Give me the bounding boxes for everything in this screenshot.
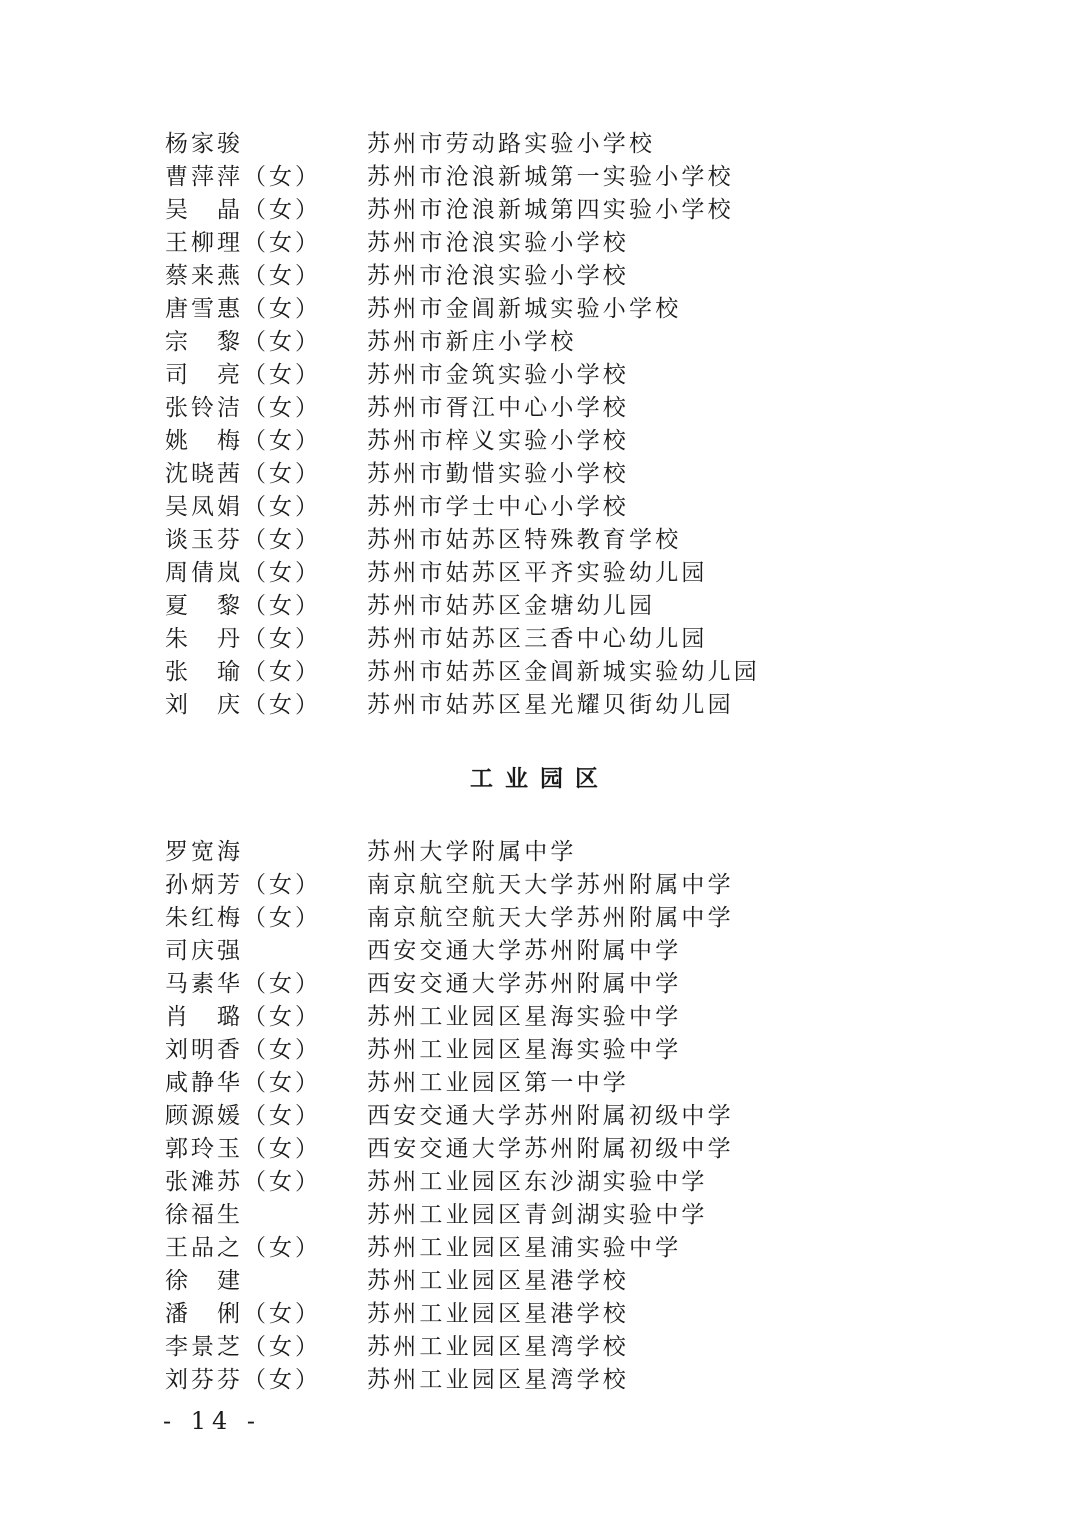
list-row: [165, 1166, 925, 1199]
person-name: 朱红梅（女）: [165, 905, 321, 931]
person-name: 徐 建: [165, 1268, 243, 1294]
person-name: 吴 晶（女）: [165, 197, 321, 223]
school-name: 苏州市姑苏区三香中心幼儿园: [367, 626, 708, 652]
list-row: [165, 1001, 925, 1034]
school-name: 苏州市沧浪新城第一实验小学校: [367, 164, 734, 190]
list-row: [165, 656, 925, 689]
list-row: [165, 128, 925, 161]
list-row: [165, 836, 925, 869]
list-row: [165, 1364, 925, 1397]
school-name: 苏州市劳动路实验小学校: [367, 131, 656, 157]
list-row: [165, 935, 925, 968]
list-row: [165, 359, 925, 392]
person-name: 司 亮（女）: [165, 362, 321, 388]
person-name: 潘 俐（女）: [165, 1301, 321, 1327]
school-name: 苏州市新庄小学校: [367, 329, 577, 355]
school-name: 苏州市沧浪新城第四实验小学校: [367, 197, 734, 223]
list-row: [165, 161, 925, 194]
list-row: [165, 590, 925, 623]
person-name: 顾源媛（女）: [165, 1103, 321, 1129]
person-name: 沈晓茜（女）: [165, 461, 321, 487]
list-row: [165, 1199, 925, 1232]
person-name: 朱 丹（女）: [165, 626, 321, 652]
school-name: 苏州工业园区星湾学校: [367, 1334, 629, 1360]
list-row: [165, 869, 925, 902]
school-name: 西安交通大学苏州附属初级中学: [367, 1103, 734, 1129]
person-name: 王柳理（女）: [165, 230, 321, 256]
list-row: [165, 968, 925, 1001]
school-name: 苏州工业园区星港学校: [367, 1301, 629, 1327]
list-row: [165, 1100, 925, 1133]
award-list-section-2: [165, 836, 925, 1397]
person-name: 张 瑜（女）: [165, 659, 321, 685]
school-name: 苏州工业园区星海实验中学: [367, 1037, 682, 1063]
list-row: [165, 1232, 925, 1265]
person-name: 曹萍萍（女）: [165, 164, 321, 190]
person-name: 周倩岚（女）: [165, 560, 321, 586]
list-row: [165, 293, 925, 326]
person-name: 张铃洁（女）: [165, 395, 321, 421]
school-name: 苏州市姑苏区特殊教育学校: [367, 527, 682, 553]
list-row: [165, 902, 925, 935]
list-row: [165, 1298, 925, 1331]
school-name: 苏州市胥江中心小学校: [367, 395, 629, 421]
list-row: [165, 1331, 925, 1364]
list-row: [165, 458, 925, 491]
list-row: [165, 524, 925, 557]
school-name: 苏州市金阊新城实验小学校: [367, 296, 682, 322]
person-name: 唐雪惠（女）: [165, 296, 321, 322]
school-name: 苏州市沧浪实验小学校: [367, 263, 629, 289]
list-row: [165, 1067, 925, 1100]
person-name: 刘 庆（女）: [165, 692, 321, 718]
school-name: 南京航空航天大学苏州附属中学: [367, 905, 734, 931]
person-name: 咸静华（女）: [165, 1070, 321, 1096]
person-name: 张滩苏（女）: [165, 1169, 321, 1195]
person-name: 肖 璐（女）: [165, 1004, 321, 1030]
person-name: 马素华（女）: [165, 971, 321, 997]
award-list-section-1: [165, 128, 925, 722]
list-row: [165, 491, 925, 524]
school-name: 苏州工业园区星浦实验中学: [367, 1235, 682, 1261]
school-name: 苏州市姑苏区平齐实验幼儿园: [367, 560, 708, 586]
list-row: [165, 227, 925, 260]
list-row: [165, 1133, 925, 1166]
school-name: 苏州工业园区第一中学: [367, 1070, 629, 1096]
section-heading: 工业园区: [470, 766, 610, 792]
person-name: 刘明香（女）: [165, 1037, 321, 1063]
school-name: 西安交通大学苏州附属中学: [367, 971, 682, 997]
school-name: 西安交通大学苏州附属初级中学: [367, 1136, 734, 1162]
school-name: 苏州工业园区星港学校: [367, 1268, 629, 1294]
list-row: [165, 1265, 925, 1298]
person-name: 蔡来燕（女）: [165, 263, 321, 289]
person-name: 夏 黎（女）: [165, 593, 321, 619]
school-name: 苏州工业园区东沙湖实验中学: [367, 1169, 708, 1195]
person-name: 司庆强: [165, 938, 243, 964]
list-row: [165, 392, 925, 425]
person-name: 罗宽海: [165, 839, 243, 865]
person-name: 孙炳芳（女）: [165, 872, 321, 898]
page-number: - 14 -: [163, 1407, 262, 1435]
school-name: 苏州工业园区青剑湖实验中学: [367, 1202, 708, 1228]
list-row: [165, 689, 925, 722]
list-row: [165, 557, 925, 590]
school-name: 苏州市金筑实验小学校: [367, 362, 629, 388]
school-name: 苏州市沧浪实验小学校: [367, 230, 629, 256]
school-name: 苏州市姑苏区金塘幼儿园: [367, 593, 656, 619]
list-row: [165, 326, 925, 359]
person-name: 杨家骏: [165, 131, 243, 157]
school-name: 苏州市姑苏区星光耀贝街幼儿园: [367, 692, 734, 718]
school-name: 南京航空航天大学苏州附属中学: [367, 872, 734, 898]
person-name: 刘芬芬（女）: [165, 1367, 321, 1393]
person-name: 吴凤娟（女）: [165, 494, 321, 520]
list-row: [165, 1034, 925, 1067]
list-row: [165, 194, 925, 227]
school-name: 苏州大学附属中学: [367, 839, 577, 865]
school-name: 西安交通大学苏州附属中学: [367, 938, 682, 964]
person-name: 李景芝（女）: [165, 1334, 321, 1360]
person-name: 谈玉芬（女）: [165, 527, 321, 553]
school-name: 苏州工业园区星海实验中学: [367, 1004, 682, 1030]
school-name: 苏州市学士中心小学校: [367, 494, 629, 520]
list-row: [165, 425, 925, 458]
list-row: [165, 260, 925, 293]
school-name: 苏州市姑苏区金阊新城实验幼儿园: [367, 659, 760, 685]
person-name: 姚 梅（女）: [165, 428, 321, 454]
list-row: [165, 623, 925, 656]
school-name: 苏州市勤惜实验小学校: [367, 461, 629, 487]
school-name: 苏州市梓义实验小学校: [367, 428, 629, 454]
person-name: 郭玲玉（女）: [165, 1136, 321, 1162]
person-name: 王品之（女）: [165, 1235, 321, 1261]
school-name: 苏州工业园区星湾学校: [367, 1367, 629, 1393]
person-name: 徐福生: [165, 1202, 243, 1228]
person-name: 宗 黎（女）: [165, 329, 321, 355]
